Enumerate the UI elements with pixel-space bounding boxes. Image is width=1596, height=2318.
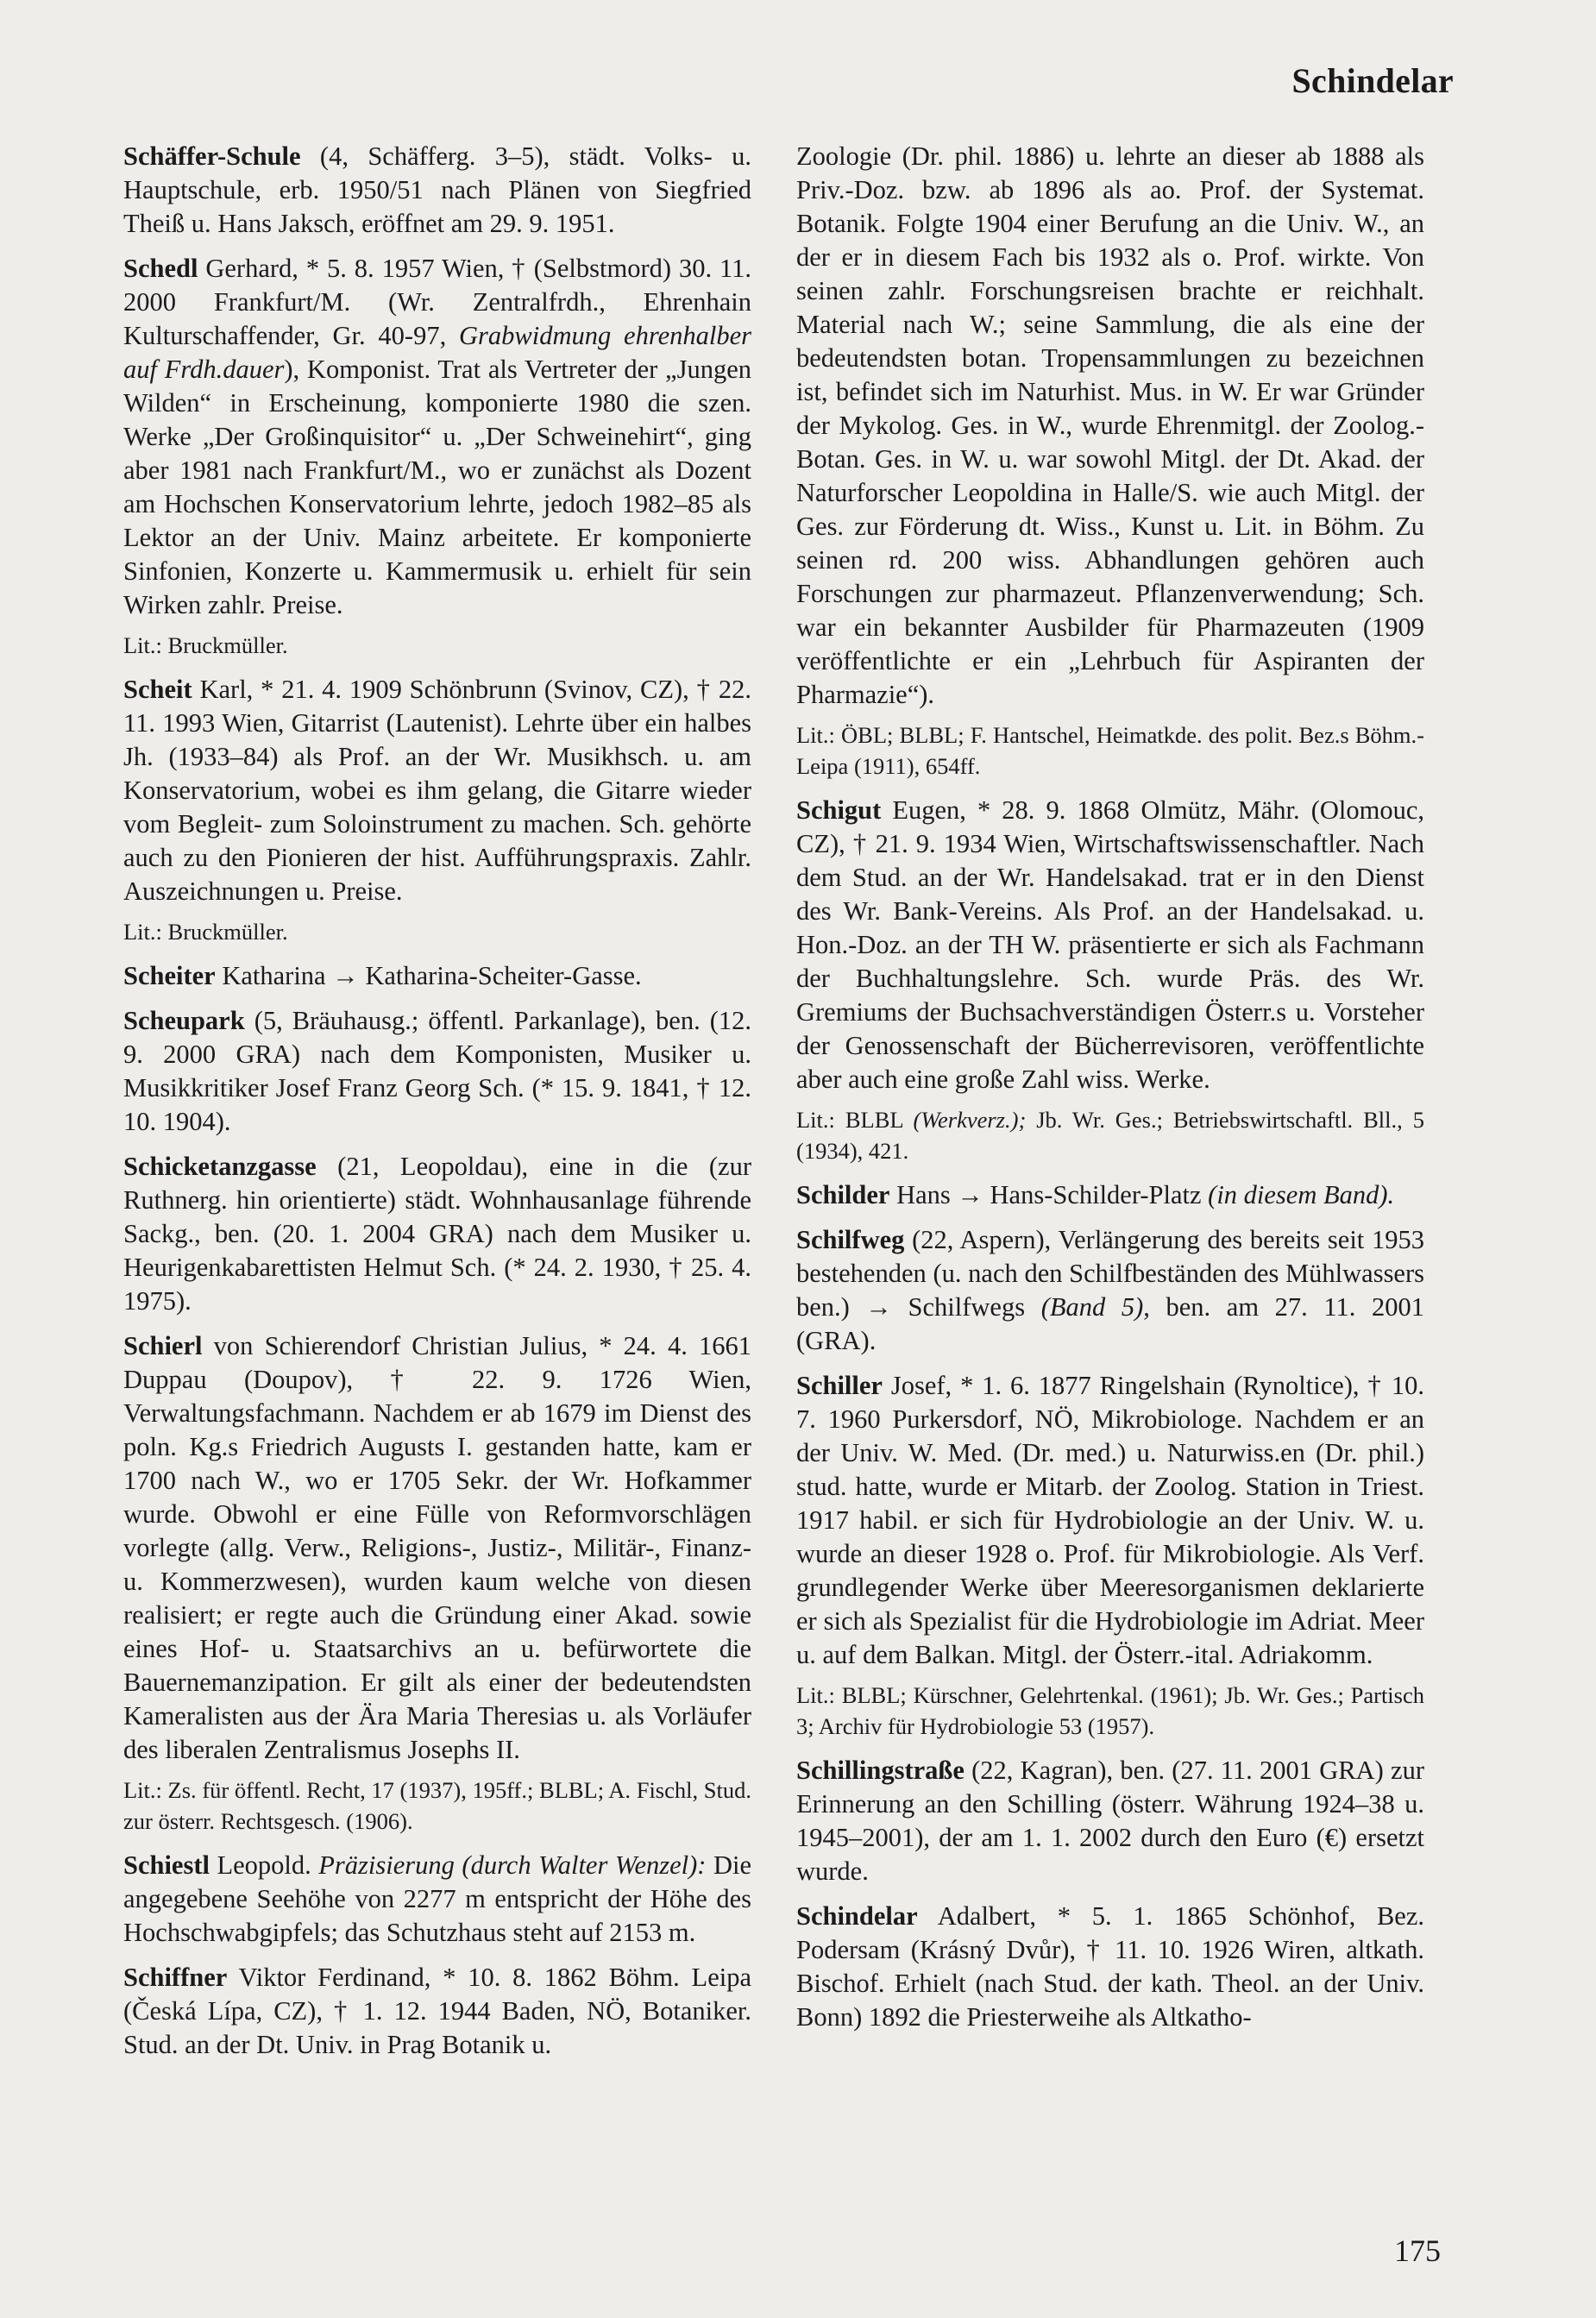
right-column [796, 140, 1424, 2045]
entry-text: Josef, * 1. 6. 1877 Ringelshain (Rynoltice), † 10. 7. 1960 Purkersdorf, NÖ, Mikrobiologe. Nachdem er an der Univ. W. Med. (Dr. med.) u. Naturwiss.en (Dr. phil.) stud. hatte, wurde er Mitarb. der Zoolog. Station in Triest. 1917 habil. er sich für Hydrobiologie an der Univ. W. u. wurde an dieser 1928 o. Prof. für Mikrobiologie. Als Verf. grundlegender Werke über Meeresorganismen deklarierte er sich als Spezialist für die Hydrobiologie im Adriat. Meer u. auf dem Balkan. Mitgl. der Österr.-ital. Adriakomm. [796, 1371, 1424, 1669]
entry-text: Katharina → Katharina-Scheiter-Gasse. [215, 961, 642, 990]
lemma: Schilfweg [796, 1225, 905, 1254]
entry-italic: Präzisierung (durch Walter Wenzel): [318, 1850, 707, 1880]
source-note: Lit.: BLBL; Kürschner, Gelehrtenkal. (1961); Jb. Wr. Ges.; Partisch 3; Archiv für Hydrobiologie 53 (1957). [796, 1682, 1424, 1739]
entry-text: (5, Bräuhausg.; öffentl. Parkanlage), ben. (12. 9. 2000 GRA) nach dem Komponisten, Musiker u. Musikkritiker Josef Franz Georg Sch. (* 15. 9. 1841, † 12. 10. 1904). [123, 1006, 751, 1136]
entry-schedl [123, 252, 751, 622]
entry-schillingstrasse [796, 1754, 1424, 1888]
lemma: Schindelar [796, 1901, 918, 1931]
entry-text: ), Komponist. Trat als Vertreter der „Jungen Wilden“ in Erscheinung, komponierte 1980 die szen. Werke „Der Großinquisitor“ u. „Der Schweinehirt“, ging aber 1981 nach Frankfurt/M., wo er zunächst als Dozent am Hochschen Konservatorium lehrte, jedoch 1982–85 als Lektor an der Univ. Mainz arbeitete. Er komponierte Sinfonien, Konzerte u. Kammermusik u. erhielt für sein Wirken zahlr. Preise. [123, 355, 752, 619]
entry-text: Viktor Ferdinand, * 10. 8. 1862 Böhm. Leipa (Česká Lípa, CZ), † 1. 12. 1944 Baden, NÖ, Botaniker. Stud. an der Dt. Univ. in Prag Botanik u. [123, 1963, 751, 2059]
entry-schicketanzgasse [123, 1150, 751, 1318]
entry-text: Zoologie (Dr. phil. 1886) u. lehrte an dieser ab 1888 als Priv.-Doz. bzw. ab 1896 als ao. Prof. der Systemat. Botanik. Folgte 1904 einer Berufung an die Univ. W., an der er in diesem Fach bis 1932 als o. Prof. wirkte. Von seinen zahlr. Forschungsreisen brachte er reichhalt. Material nach W.; seine Sammlung, die als eine der bedeutendsten botan. Tropensammlungen zu bezeichnen ist, befindet sich im Naturhist. Mus. in W. Er war Gründer der Mykolog. Ges. in W., wurde Ehrenmitgl. der Zoolog.-Botan. Ges. in W. u. war sowohl Mitgl. der Dt. Akad. der Naturforscher Leopoldina in Halle/S. wie auch Mitgl. der Ges. zur Förderung dt. Wiss., Kunst u. Lit. in Böhm. Zu seinen rd. 200 wiss. Abhandlungen gehören auch Forschungen zur pharmazeut. Pflanzenverwendung; Sch. war ein bekannter Ausbilder für Pharmazeuten (1909 veröffentlichte er ein „Lehrbuch für Aspiranten der Pharmazie“). [796, 141, 1424, 709]
source-note: Lit.: Bruckmüller. [123, 632, 288, 658]
running-head: Schindelar [1291, 61, 1454, 100]
lemma: Schiffner [123, 1963, 228, 1992]
entry-scheit [123, 673, 751, 908]
entry-schiller [796, 1369, 1424, 1672]
source-text: Lit.: BLBL [796, 1107, 914, 1133]
entry-text: (22, Aspern), Verlängerung des bereits seit 1953 bestehenden (u. nach den Schilfbeständen des Mühlwassers ben.) → Schilfwegs [796, 1225, 1424, 1322]
lemma: Scheupark [123, 1006, 245, 1035]
source-note [796, 1104, 1424, 1166]
entry-schilfweg [796, 1223, 1424, 1358]
source-note: Lit.: Bruckmüller. [123, 919, 288, 945]
source-note: Lit.: Zs. für öffentl. Recht, 17 (1937), 195ff.; BLBL; A. Fischl, Stud. zur österr. Rechtsgesch. (1906). [123, 1777, 751, 1834]
entry-schiestl [123, 1849, 751, 1950]
lemma: Schillingstraße [796, 1756, 965, 1785]
lemma: Scheit [123, 675, 192, 704]
lemma: Schierl [123, 1331, 203, 1360]
source-italic: (Werkverz.); [913, 1107, 1027, 1133]
entry-text: Karl, * 21. 4. 1909 Schönbrunn (Svinov, CZ), † 22. 11. 1993 Wien, Gitarrist (Lautenist). Lehrte über ein halbes Jh. (1933–84) als Prof. an der Wr. Musikhsch. u. am Konservatorium, wobei es ihm gelang, die Gitarre wieder vom Begleit- zum Soloinstrument zu machen. Sch. gehörte auch zu den Pionieren der hist. Aufführungspraxis. Zahlr. Auszeichnungen u. Preise. [123, 675, 751, 906]
lemma: Schigut [796, 795, 882, 825]
entry-italic: Grabwidmung ehrenhalber auf Frdh.dauer [123, 321, 751, 384]
entry-scheiter [123, 959, 751, 993]
lemma: Schiestl [123, 1850, 210, 1880]
entry-schierl [123, 1329, 751, 1767]
entry-schiffner-continued [796, 140, 1424, 712]
entry-italic: (in diesem Band). [1208, 1180, 1395, 1209]
lemma: Scheiter [123, 961, 216, 990]
entry-italic: (Band 5), [1040, 1292, 1150, 1322]
entry-schigut [796, 794, 1424, 1096]
entry-text: (21, Leopoldau), eine in die (zur Ruthnerg. hin orientierte) städt. Wohnhausanlage führende Sackg., ben. (20. 1. 2004 GRA) nach dem Musiker u. Heurigenkabarettisten Helmut Sch. (* 24. 2. 1930, † 25. 4. 1975). [123, 1152, 751, 1316]
entry-text: ben. am 27. 11. 2001 (GRA). [796, 1292, 1424, 1355]
page-number: 175 [1394, 2233, 1441, 2268]
lemma: Schedl [123, 254, 198, 283]
entry-text: Adalbert, * 5. 1. 1865 Schönhof, Bez. Podersam (Krásný Dvůr), † 11. 10. 1926 Wiren, altkath. Bischof. Erhielt (nach Stud. der kath. Theol. an der Univ. Bonn) 1892 die Priesterweihe als Altkatho- [796, 1901, 1424, 2032]
lemma: Schäffer-Schule [123, 141, 301, 171]
entry-text: (4, Schäfferg. 3–5), städt. Volks- u. Hauptschule, erb. 1950/51 nach Plänen von Siegfried Theiß u. Hans Jaksch, eröffnet am 29. 9. 1951. [123, 141, 751, 238]
lemma: Schilder [796, 1180, 890, 1209]
entry-text: Leopold. [209, 1850, 319, 1880]
entry-text: Die angegebene Seehöhe von 2277 m entspricht der Höhe des Hochschwabgipfels; das Schutzhaus steht auf 2153 m. [123, 1850, 751, 1947]
entry-schaeffer-schule [123, 140, 751, 241]
entry-text: Gerhard, * 5. 8. 1957 Wien, † (Selbstmord) 30. 11. 2000 Frankfurt/M. (Wr. Zentralfrdh., Ehrenhain Kulturschaffender, Gr. 40-97, [123, 254, 751, 350]
entry-text: Hans → Hans-Schilder-Platz [889, 1180, 1209, 1209]
entry-text: Eugen, * 28. 9. 1868 Olmütz, Mähr. (Olomouc, CZ), † 21. 9. 1934 Wien, Wirtschaftswissenschaftler. Nach dem Stud. an der Wr. Handelsakad. trat er in den Dienst des Wr. Bank-Vereins. Als Prof. an der Handelsakad. u. Hon.-Doz. an der TH W. präsentierte er sich als Fachmann der Buchhaltungslehre. Sch. wurde Präs. des Wr. Gremiums der Buchsachverständigen Österr.s u. Vorsteher der Genossenschaft der Bücherrevisoren, veröffentlichte aber auch eine große Zahl wiss. Werke. [796, 795, 1424, 1094]
entry-text: (22, Kagran), ben. (27. 11. 2001 GRA) zur Erinnerung an den Schilling (österr. Währung 1924–38 u. 1945–2001), der am 1. 1. 2002 durch den Euro (€) ersetzt wurde. [796, 1756, 1424, 1886]
entry-schiffner [123, 1961, 751, 2062]
lemma: Schiller [796, 1371, 883, 1400]
left-column [123, 140, 751, 2073]
lemma: Schicketanzgasse [123, 1152, 317, 1181]
source-text: Jb. Wr. Ges.; Betriebswirtschaftl. Bll., 5 (1934), 421. [796, 1107, 1424, 1164]
entry-text: von Schierendorf Christian Julius, * 24. 4. 1661 Duppau (Doupov), † 22. 9. 1726 Wien, Verwaltungsfachmann. Nachdem er ab 1679 im Dienst des poln. Kg.s Friedrich Augusts I. gestanden hatte, kam er 1700 nach W., wo er 1705 Sekr. der Wr. Hofkammer wurde. Obwohl er eine Fülle von Reformvorschlägen vorlegte (allg. Verw., Religions-, Justiz-, Militär-, Finanz- u. Kommerzwesen), wurden kaum welche von diesen realisiert; er regte auch die Gründung einer Akad. sowie eines Hof- u. Staatsarchivs an u. befürwortete die Bauernemanzipation. Er gilt als einer der bedeutendsten Kameralisten aus der Ära Maria Theresias u. als Vorläufer des liberalen Zentralismus Josephs II. [123, 1331, 751, 1764]
source-note: Lit.: ÖBL; BLBL; F. Hantschel, Heimatkde. des polit. Bez.s Böhm.-Leipa (1911), 654ff. [796, 722, 1424, 779]
entry-schindelar [796, 1900, 1424, 2034]
entry-schilder [796, 1178, 1424, 1212]
entry-scheupark [123, 1004, 751, 1139]
